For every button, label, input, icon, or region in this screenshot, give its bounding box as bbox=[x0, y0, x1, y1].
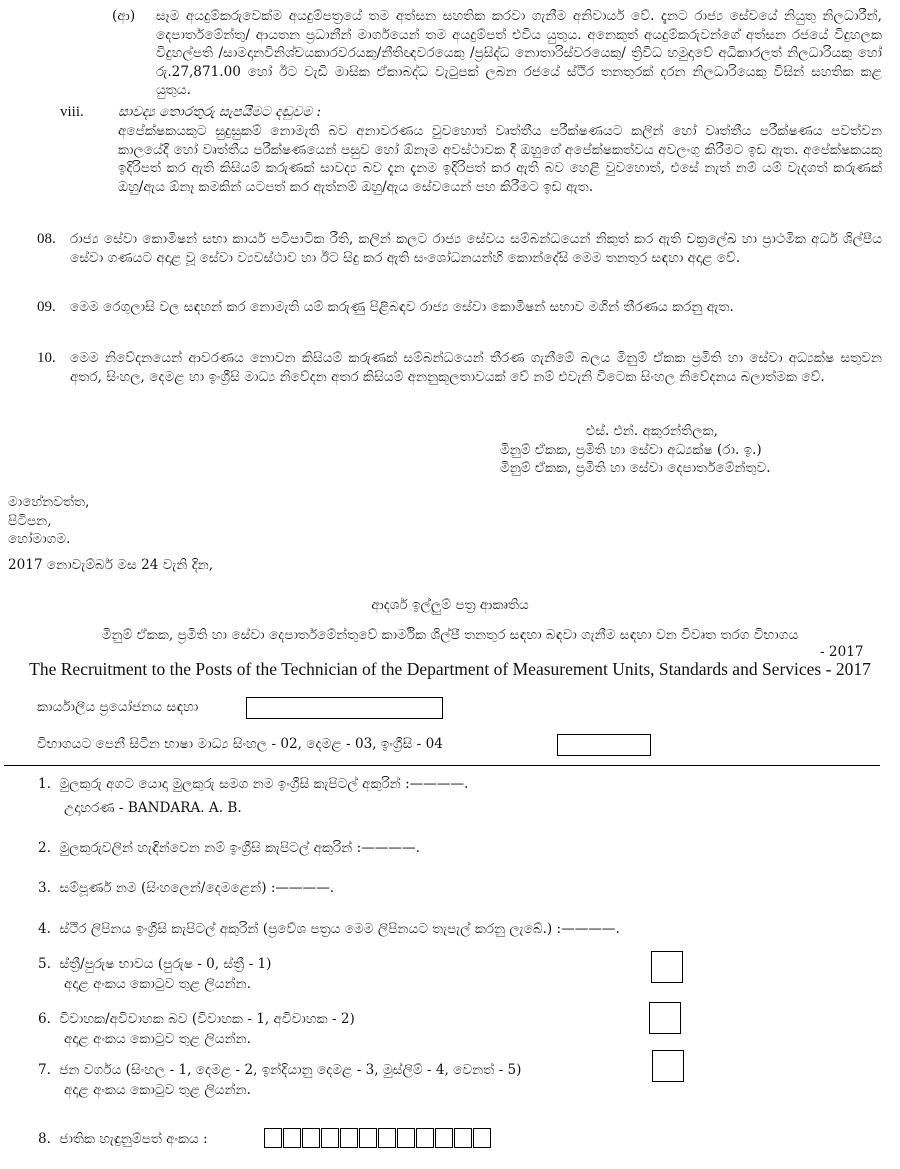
item-number: 8. bbox=[38, 1131, 51, 1147]
form-subtitle-sinhala: මිනුම් ඒකක, ප්‍රමිති හා සේවා දෙපාර්තමේන්තුවේ කාර්මික ශිල්පී තනතුර සඳහා බඳවා ගැනීම සඳහා වන විවෘත තරග විභාගය bbox=[101, 627, 799, 643]
clause-10-num: 10. bbox=[37, 350, 56, 366]
nic-digit-box[interactable] bbox=[397, 1128, 415, 1148]
form-item-4 bbox=[38, 920, 620, 939]
form-item-2 bbox=[38, 839, 420, 858]
item-label: මුලකුරු අගට යොදා මුලකුරු සමග නම ඉංග්‍රීසි කැපිටල් අකුරින් :————. bbox=[59, 776, 469, 792]
item-label: ස්ථිර ලිපිනය ඉංග්‍රීසි කැපිටල් අකුරින් (ප්‍රවේශ පත්‍රය මෙම ලිපිනයට තැපැල් කරනු ලැබේ.) :————. bbox=[59, 921, 620, 937]
ethnicity-input-box[interactable] bbox=[652, 1050, 684, 1082]
item-number: 3. bbox=[38, 880, 51, 896]
item-number: 7. bbox=[38, 1062, 51, 1078]
medium-label: විභාගයට පෙනී සිටින භාෂා මාධ්‍ය සිංහල - 02, දෙමළ - 03, ඉංග්‍රීසි - 04 bbox=[37, 736, 443, 752]
nic-digit-box[interactable] bbox=[454, 1128, 472, 1148]
item-number: 2. bbox=[38, 840, 51, 856]
nic-digit-box[interactable] bbox=[283, 1128, 301, 1148]
clause-09-text: මෙම රෙගුලාසි වල සඳහන් කර නොමැති යම් කරුණු පිළිබඳව රාජ්‍ය සේවා කොමිෂන් සභාව මගින් තීරණය කරනු ඇත. bbox=[70, 299, 734, 315]
item-label: විවාහක/අවිවාහක බව (විවාහක - 1, අවිවාහක - 2) bbox=[59, 1011, 355, 1027]
item-number: 5. bbox=[38, 956, 51, 972]
notice-date: 2017 නොවැම්බර් මස 24 වැනි දින, bbox=[8, 557, 214, 573]
form-heading: ආදර්ශ ඉල්ලුම් පත්‍ර ආකෘතිය bbox=[371, 597, 529, 613]
section-a-text: සෑම අයදුම්කරුවෙක්ම අයදුම්පත්‍රයේ තම අත්සන සහතික කරවා ගැනීම අනිවාර්ය වේ. දැනට රාජ්‍ය සේවයේ නියුතු නිලධාරීන්, දෙපාර්තමේන්තු/ ආයතන ප්‍රධානීන් මාර්ගයෙන් තම අයදුම්පත් එවිය යුතුය. අනෙකුත් අයදුම්කරුවන්ගේ අත්සන රජයේ විදුහලක විදුහල්පති /සාමදානවිනිශ්චයකාරවරයකු/නීතිඥවරයෙකු /ප්‍රසිද්ධ නොතාරිස්වරයෙකු/ ත්‍රිවිධ හමුදාවේ අධිකාරලත් නිලධාරියකු හෝ රු.27,871.00 හෝ ඊට වැඩි මාසික ඒකාබද්ධ වැටුපක් ලබන රජයේ ස්ථිර තනතුරක් දරන නිලධාරියෙකු විසින් සහතික කළ යුතුය. bbox=[156, 8, 882, 98]
clause-10-text: මෙම නිවේදනයෙන් ආවරණය නොවන කිසියම් කරුණක් සම්බන්ධයෙන් තීරණ ගැනීමේ බලය මිනුම් ඒකක ප්‍රමිති හා සේවා අධ්‍යක්ෂ සතුවන අතර, සිංහල, දෙමළ හා ඉංග්‍රීසි මාධ්‍ය නිවේදන අතර කිසියම් අනනුකූලතාවයක් වේ නම් එවැනි විටෙක සිංහල නිවේදනය බලාත්මක වේ. bbox=[70, 350, 882, 385]
address-line: මාහේනවත්ත, bbox=[8, 494, 90, 510]
section-viii-text: අපේක්ෂකයකුට සුදුසුකම් නොමැති බව අනාවරණය වුවහොත් වෘත්තීය පරීක්ෂණයට කලින් හෝ වෘත්තීය පරීක්ෂණය පවත්වන කාලයේදී හෝ වෘත්තීය පරීක්ෂණයෙන් පසුව හෝ ඕනෑම අවස්ථාවක දී ඔහුගේ අපේක්ෂකත්වය අවලංගු කිරීමට ඉඩ ඇත. අපේක්ෂකයකු ඉදිරිපත් කර ඇති කිසියම් කරුණක් සාවද්‍ය බව දැන දැනම ඉදිරිපත් කර ඇති බව හෙළි වුවහොත්, එසේ නැත් නම් යම් වැදගත් කරුණක් ඔහු/ඇය ඕනෑ කමකින් යටපත් කර ඇත්නම් ඔහු/ඇය සේවයෙන් පහ කිරීමට ඉඩ ඇත. bbox=[118, 123, 882, 195]
item-number: 6. bbox=[38, 1011, 51, 1027]
item-number: 1. bbox=[38, 776, 51, 792]
item-label: මුලකුරුවලින් හැඳින්වෙන නම් ඉංග්‍රීසි කැපිටල් අකුරින් :————. bbox=[59, 840, 420, 856]
address-line: පිටිපන, bbox=[8, 512, 52, 529]
form-title-english: The Recruitment to the Posts of the Technician of the Department of Measurement Units, Standards and Services - 2017 bbox=[29, 659, 871, 679]
signature-block bbox=[500, 422, 880, 478]
section-a-marker: (ආ) bbox=[112, 8, 136, 24]
signer-title: මිනුම් ඒකක, ප්‍රමිති හා සේවා අධ්‍යක්ෂ (රා. ඉ.) bbox=[500, 441, 762, 458]
item-label: ජන වර්ගය (සිංහල - 1, දෙමළ - 2, ඉන්දියානු දෙමළ - 3, මුස්ලිම් - 4, වෙනත් - 5) bbox=[59, 1062, 522, 1078]
clause-08-num: 08. bbox=[37, 231, 56, 247]
marital-status-input-box[interactable] bbox=[649, 1002, 681, 1034]
form-item-5 bbox=[38, 955, 271, 974]
nic-digit-box[interactable] bbox=[321, 1128, 339, 1148]
nic-digit-box[interactable] bbox=[416, 1128, 434, 1148]
item-label: ජාතික හැඳුනුම්පත් අංකය : bbox=[59, 1131, 208, 1147]
section-viii-marker: viii. bbox=[60, 104, 84, 120]
form-item-1 bbox=[38, 775, 468, 794]
nic-digit-box[interactable] bbox=[302, 1128, 320, 1148]
nic-digit-box[interactable] bbox=[264, 1128, 282, 1148]
item-6-instruction: අදාළ අංකය කොටුව තුළ ලියන්න. bbox=[64, 1031, 251, 1047]
nic-digit-box[interactable] bbox=[435, 1128, 453, 1148]
signer-name: එස්. එන්. අකුරන්තිලක, bbox=[586, 423, 718, 439]
form-item-7 bbox=[38, 1061, 521, 1080]
office-use-box bbox=[246, 697, 443, 719]
item-label: ස්ත්‍රී/පුරුෂ භාවය (පුරුෂ - 0, ස්ත්‍රී - 1) bbox=[59, 956, 272, 972]
nic-digit-box[interactable] bbox=[473, 1128, 491, 1148]
form-item-3 bbox=[38, 879, 334, 898]
form-subtitle-year: - 2017 bbox=[820, 644, 864, 660]
nic-digit-box[interactable] bbox=[359, 1128, 377, 1148]
medium-input-box[interactable] bbox=[557, 734, 651, 756]
office-use-label: කාර්යාලීය ප්‍රයෝජනය සඳහා bbox=[37, 699, 199, 715]
clause-09-num: 09. bbox=[37, 299, 56, 315]
address-block bbox=[8, 493, 89, 549]
address-line: හෝමාගම. bbox=[8, 531, 71, 547]
clause-08-text: රාජ්‍ය සේවා කොමිෂන් සභා කාර්ය පටිපාටික රීති, කලින් කලට රාජ්‍ය සේවය සම්බන්ධයෙන් නිකුත් කර ඇති චක්‍රලේඛ හා ප්‍රාථමික අර්ධ ශිල්පීය සේවා ගණයට අදාළ වූ සේවා ව්‍යවස්ථාව හා ඊට සිදු කර ඇති සංශෝධනයන්හි කොන්දේසි මෙම තනතුර සඳහා අදාළ වේ. bbox=[70, 231, 882, 266]
item-number: 4. bbox=[38, 921, 51, 937]
form-item-8 bbox=[38, 1130, 208, 1149]
signer-department: මිනුම් ඒකක, ප්‍රමිති හා සේවා දෙපාර්තමේන්තුව. bbox=[500, 460, 771, 476]
item-label: සම්පූර්ණ නම (සිංහලෙන්/දෙමළෙන්) :————. bbox=[59, 880, 335, 896]
gender-input-box[interactable] bbox=[651, 951, 683, 983]
form-divider bbox=[4, 765, 880, 766]
section-viii-title: සාවද්‍ය තොරතුරු සැපයීමට දඬුවම : bbox=[118, 104, 322, 120]
nic-number-grid[interactable] bbox=[264, 1128, 496, 1148]
form-item-6 bbox=[38, 1010, 355, 1029]
item-1-example: උදාහරණ - BANDARA. A. B. bbox=[64, 800, 242, 816]
nic-digit-box[interactable] bbox=[378, 1128, 396, 1148]
item-5-instruction: අදාළ අංකය කොටුව තුළ ලියන්න. bbox=[64, 976, 251, 992]
item-7-instruction: අදාළ අංකය කොටුව තුළ ලියන්න. bbox=[64, 1082, 251, 1098]
nic-digit-box[interactable] bbox=[340, 1128, 358, 1148]
